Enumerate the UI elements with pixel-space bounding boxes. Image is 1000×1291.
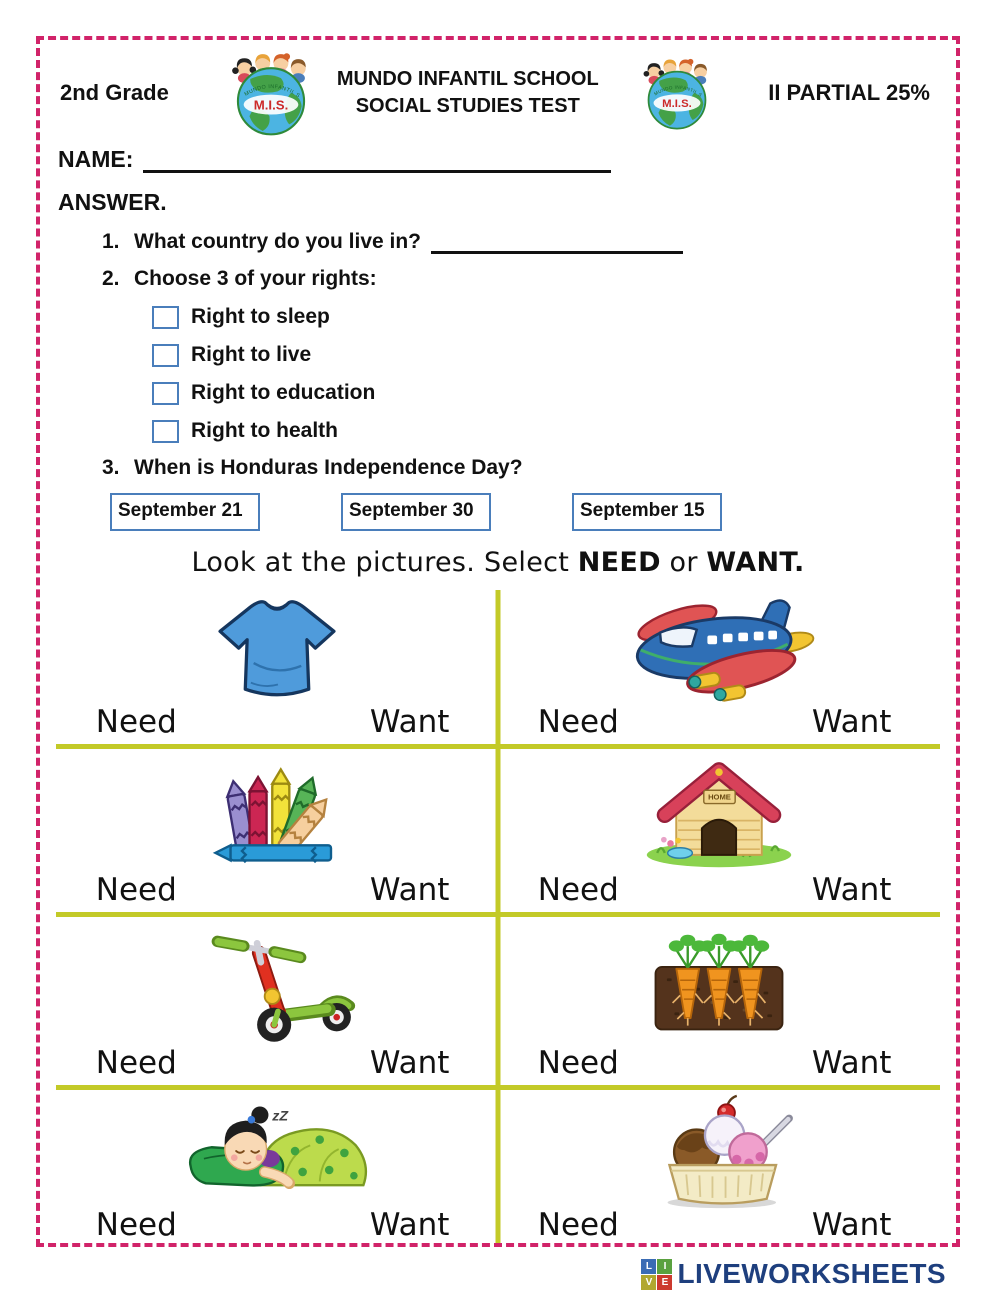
want-option-dog-house[interactable]: Want xyxy=(811,872,892,909)
right-checkbox-health[interactable] xyxy=(152,420,179,443)
test-name: SOCIAL STUDIES TEST xyxy=(355,95,580,117)
need-want-cell-ice-cream xyxy=(498,1090,940,1247)
need-want-cell-airplane xyxy=(498,590,940,744)
question-2 xyxy=(102,267,940,291)
need-option-scooter[interactable]: Need xyxy=(95,1045,177,1082)
need-option-tshirt[interactable]: Need xyxy=(95,704,177,741)
grid-vertical-divider xyxy=(496,590,501,1247)
dog-house-image xyxy=(498,749,940,874)
want-option-tshirt[interactable]: Want xyxy=(369,704,450,741)
right-label-education: Right to education xyxy=(191,381,376,404)
right-checkbox-sleep[interactable] xyxy=(152,306,179,329)
liveworksheets-brand-text: LIVEWORKSHEETS xyxy=(677,1258,946,1289)
need-option-crayons[interactable]: Need xyxy=(95,872,177,909)
question-1-text: What country do you live in? xyxy=(134,230,422,253)
need-option-sleeping-child[interactable]: Need xyxy=(95,1207,177,1244)
scooter-image xyxy=(56,917,498,1047)
ice-cream-image xyxy=(498,1090,940,1209)
right-label-live: Right to live xyxy=(191,343,312,366)
want-option-ice-cream[interactable]: Want xyxy=(811,1207,892,1244)
need-want-instruction xyxy=(56,547,940,578)
want-option-airplane[interactable]: Want xyxy=(811,704,892,741)
mis-logo xyxy=(215,50,327,136)
want-option-scooter[interactable]: Want xyxy=(369,1045,450,1082)
right-checkbox-education[interactable] xyxy=(152,382,179,405)
question-2-text: Choose 3 of your rights: xyxy=(134,267,377,290)
sleeping-child-image xyxy=(56,1090,498,1209)
need-want-cell-dog-house xyxy=(498,749,940,912)
want-option-crayons[interactable]: Want xyxy=(369,872,450,909)
airplane-image xyxy=(498,590,940,706)
question-3 xyxy=(102,456,940,480)
date-option-september-15[interactable]: September 15 xyxy=(572,493,722,531)
question-1 xyxy=(102,229,940,254)
rights-option-row-2 xyxy=(152,343,940,367)
date-options-row xyxy=(110,493,940,531)
want-option-sleeping-child[interactable]: Want xyxy=(369,1207,450,1244)
need-want-cell-scooter xyxy=(56,917,498,1085)
liveworksheets-logo-icon: L I V E xyxy=(641,1259,672,1290)
right-label-sleep: Right to sleep xyxy=(191,305,330,328)
need-want-cell-crayons xyxy=(56,749,498,912)
school-name: MUNDO INFANTIL SCHOOL xyxy=(336,68,599,90)
name-answer-line[interactable] xyxy=(143,146,611,173)
need-want-grid xyxy=(56,590,940,1247)
rights-option-row-4 xyxy=(152,419,940,443)
question-1-answer-line[interactable] xyxy=(431,229,683,254)
instruction-want-word: WANT. xyxy=(706,547,805,578)
need-option-ice-cream[interactable]: Need xyxy=(537,1207,619,1244)
rights-option-row-1 xyxy=(152,305,940,329)
grade-label: 2nd Grade xyxy=(60,80,169,105)
need-option-dog-house[interactable]: Need xyxy=(537,872,619,909)
answer-heading: ANSWER. xyxy=(58,189,167,215)
name-label: NAME: xyxy=(58,146,134,172)
liveworksheets-footer[interactable] xyxy=(641,1258,946,1290)
carrots-image xyxy=(498,917,940,1047)
question-1-number: 1. xyxy=(102,230,120,253)
question-3-text: When is Honduras Independence Day? xyxy=(134,456,523,479)
question-2-number: 2. xyxy=(102,267,120,290)
instruction-prefix: Look at the pictures. Select xyxy=(191,547,570,578)
need-want-cell-tshirt xyxy=(56,590,498,744)
instruction-need-word: NEED xyxy=(577,547,661,578)
need-option-airplane[interactable]: Need xyxy=(537,704,619,741)
date-option-september-30[interactable]: September 30 xyxy=(341,493,491,531)
need-option-carrots[interactable]: Need xyxy=(537,1045,619,1082)
rights-option-row-3 xyxy=(152,381,940,405)
name-row xyxy=(58,146,940,173)
header xyxy=(56,50,940,136)
svg-text:HOME: HOME xyxy=(708,792,731,802)
crayons-image xyxy=(56,749,498,874)
partial-label: II PARTIAL 25% xyxy=(768,80,930,105)
mis-logo-right xyxy=(633,56,721,130)
want-option-carrots[interactable]: Want xyxy=(811,1045,892,1082)
svg-text:zZ: zZ xyxy=(272,1108,289,1125)
school-titles xyxy=(337,66,599,120)
date-option-september-21[interactable]: September 21 xyxy=(110,493,260,531)
tshirt-image xyxy=(56,590,498,706)
right-checkbox-live[interactable] xyxy=(152,344,179,367)
need-want-cell-sleeping-child xyxy=(56,1090,498,1247)
need-want-cell-carrots xyxy=(498,917,940,1085)
worksheet-page xyxy=(36,36,960,1247)
instruction-or-word: or xyxy=(669,547,698,578)
question-3-number: 3. xyxy=(102,456,120,479)
right-label-health: Right to health xyxy=(191,419,338,442)
